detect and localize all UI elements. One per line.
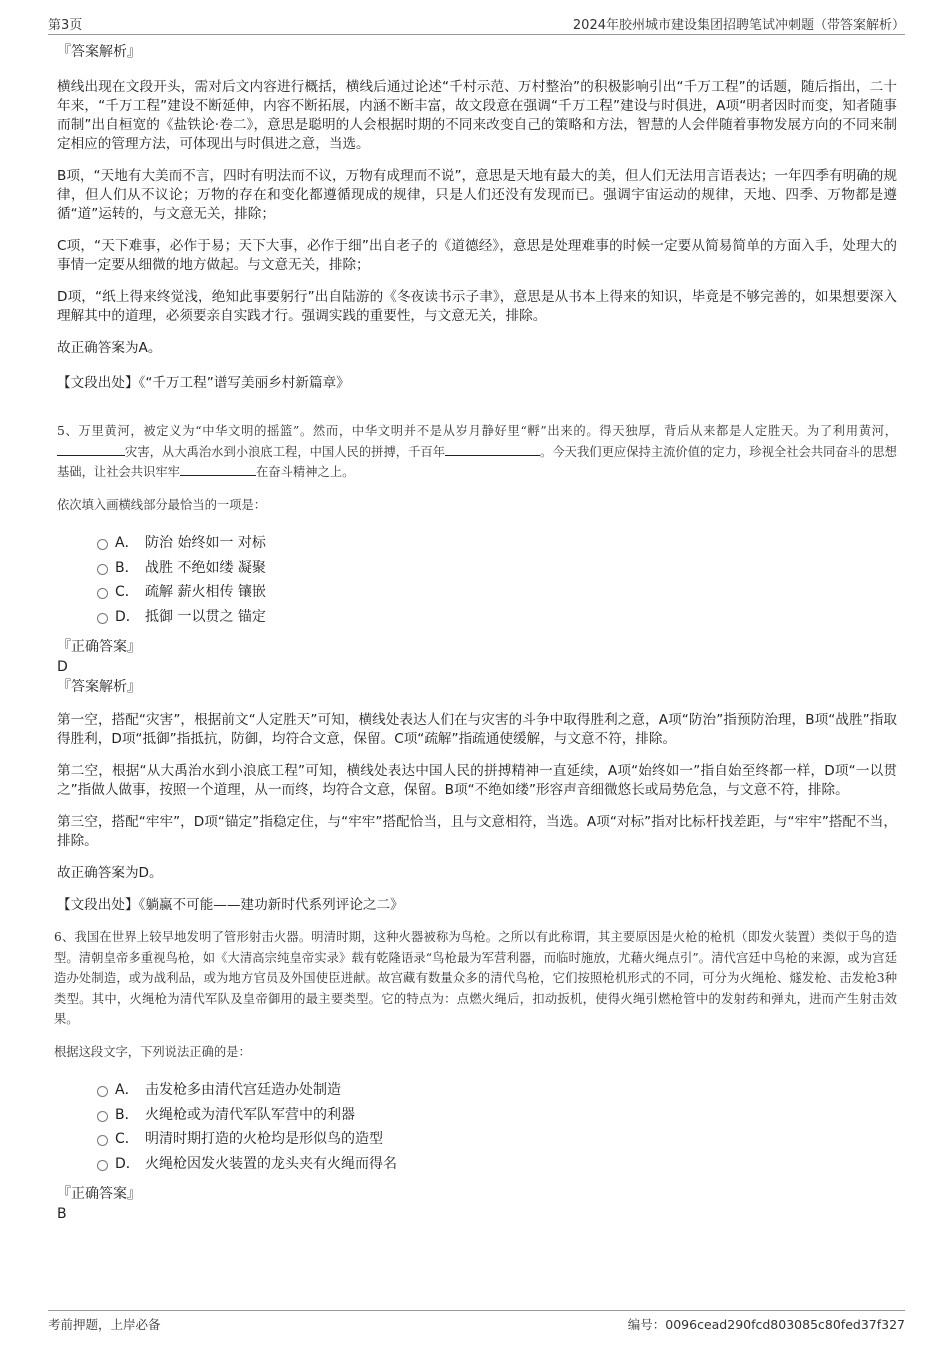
q6-option-d[interactable]: D． 火绳枪因发火装置的龙头夹有火绳而得名 (57, 1152, 897, 1177)
radio-icon[interactable] (97, 1135, 108, 1146)
q6-prompt: 根据这段文字，下列说法正确的是： (54, 1044, 251, 1059)
footer-slogan: 考前押题，上岸必备 (48, 1317, 161, 1332)
radio-icon[interactable] (97, 564, 108, 575)
q6-options (57, 1078, 897, 1176)
q4-analysis-para: D项，“纸上得来终觉浅，绝知此事要躬行”出自陆游的《冬夜读书示子聿》，意思是从书本上得来的知识，毕竟是不够完善的，如果想要深入理解其中的道理，必须要亲自实践才行。强调实践的重要性，与文意无关，排除。 (57, 289, 897, 324)
q5-answer-conclusion: 故正确答案为D。 (57, 865, 163, 881)
q5-option-a[interactable]: A． 防治 始终如一 对标 (57, 531, 897, 556)
radio-icon[interactable] (97, 1111, 108, 1122)
question-6 (54, 927, 897, 1224)
q5-option-b[interactable]: B． 战胜 不绝如缕 凝聚 (57, 556, 897, 581)
q6-option-c[interactable]: C． 明清时期打造的火枪均是形似鸟的造型 (57, 1127, 897, 1152)
q5-blank-1 (57, 454, 125, 456)
q5-option-d[interactable]: D． 抵御 一以贯之 锚定 (57, 605, 897, 630)
q6-option-a[interactable]: A． 击发枪多由清代宫廷造办处制造 (57, 1078, 897, 1103)
q6-answer: B (57, 1206, 67, 1222)
q5-analysis-label: 『答案解析』 (57, 679, 141, 695)
q4-source: 【文段出处】《“千万工程”谱写美丽乡村新篇章》 (57, 375, 350, 391)
q5-analysis-para: 第一空，搭配“灾害”，根据前文“人定胜天”可知，横线处表达人们在与灾害的斗争中取得胜利之意，A项“防治”指预防治理，B项“战胜”指取得胜利，D项“抵御”指抵抗，防御，均符合文意，保留。C项“疏解”指疏通使缓解，与文意不符，排除。 (57, 712, 897, 747)
radio-icon[interactable] (97, 539, 108, 550)
q5-blank-3 (180, 474, 256, 476)
q5-source: 【文段出处】《躺赢不可能——建功新时代系列评论之二》 (57, 897, 404, 913)
question-5 (57, 421, 897, 915)
q4-answer-conclusion: 故正确答案为A。 (57, 340, 162, 356)
q5-options (57, 531, 897, 629)
radio-icon[interactable] (97, 1086, 108, 1097)
page-number: 第3页 (48, 18, 83, 33)
radio-icon[interactable] (97, 613, 108, 624)
page-header (48, 12, 905, 35)
page-content (54, 42, 897, 1224)
q5-analysis-para: 第二空，根据“从大禹治水到小浪底工程”可知，横线处表达中国人民的拼搏精神一直延续，A项“始终如一”指自始至终都一样，D项“一以贯之”指做人做事，按照一个道理，从一而终，均符合文意，保留。B项“不绝如缕”形容声音细微悠长或局势危急，与文意不符，排除。 (57, 763, 897, 798)
q6-answer-label: 『正确答案』 (57, 1186, 141, 1202)
q4-analysis (57, 42, 897, 393)
document-title: 2024年胶州城市建设集团招聘笔试冲刺题（带答案解析） (572, 18, 905, 33)
page-footer (48, 1310, 905, 1331)
radio-icon[interactable] (97, 1160, 108, 1171)
q4-analysis-label: 『答案解析』 (57, 44, 141, 60)
q5-answer: D (57, 659, 68, 675)
q5-analysis-para: 第三空，搭配“牢牢”，D项“锚定”指稳定住，与“牢牢”搭配恰当，且与文意相符，当选。A项“对标”指对比标杆找差距，与“牢牢”搭配不当，排除。 (57, 814, 897, 849)
q6-stem: 6、我国在世界上较早地发明了管形射击火器。明清时期，这种火器被称为鸟枪。之所以有此称谓，其主要原因是火枪的枪机（即发火装置）类似于鸟的造型。清朝皇帝多重视鸟枪，如《大清高宗纯皇帝实录》载有乾隆语录“鸟枪最为军营利器，而临时施放，尤藉火绳点引”。清代宫廷中鸟枪的来源，或为宫廷造办处制造，或为战利品，或为地方官员及外国使臣进献。故宫藏有数量众多的清代鸟枪，它们按照枪机形式的不同，可分为火绳枪、燧发枪、击发枪3种类型。其中，火绳枪为清代军队及皇帝御用的最主要类型。它的特点为：点燃火绳后，扣动扳机，使得火绳引燃枪管中的发射药和弹丸，进而产生射击效果。 (54, 930, 897, 1026)
q5-blank-2 (445, 454, 540, 456)
q4-analysis-para: B项，“天地有大美而不言，四时有明法而不议，万物有成理而不说”，意思是天地有最大的美，但人们无法用言语表达；一年四季有明确的规律，但人们从不议论；万物的存在和变化都遵循现成的规律，只是人们还没有发现而已。强调宇宙运动的规律，天地、四季、万物都是遵循“道”运转的，与文意无关，排除； (57, 168, 897, 222)
q5-option-c[interactable]: C． 疏解 薪火相传 镶嵌 (57, 580, 897, 605)
q5-stem: 5、万里黄河，被定义为“中华文明的摇篮”。然而，中华文明并不是从岁月静好里“孵”出来的。得天独厚，背后从来都是人定胜天。为了利用黄河，灾害，从大禹治水到小浪底工程，中国人民的拼搏，千百年 。今天我们更应保持主流价值的定力，珍视全社会共同奋斗的思想基础，让社会共识牢牢 在奋斗精神之上。 (57, 424, 897, 479)
document-code: 编号：0096cead290fcd803085c80fed37f327 (627, 1317, 905, 1332)
q5-answer-label: 『正确答案』 (57, 639, 141, 655)
q4-analysis-para: 横线出现在文段开头，需对后文内容进行概括，横线后通过论述“千村示范、万村整治”的积极影响引出“千万工程”的话题，随后指出，二十年来，“千万工程”建设不断延伸，内容不断拓展，内涵不断丰富，故文段意在强调“千万工程”建设与时俱进，A项“明者因时而变，知者随事而制”出自桓宽的《盐铁论·卷二》，意思是聪明的人会根据时期的不同来改变自己的策略和方法，智慧的人会伴随着事物发展方向的不同来制定相应的管理方法，可体现出与时俱进之意，当选。 (57, 79, 897, 152)
q4-analysis-para: C项，“天下难事，必作于易；天下大事，必作于细”出自老子的《道德经》，意思是处理难事的时候一定要从简易简单的方面入手，处理大的事情一定要从细微的地方做起。与文意无关，排除； (57, 238, 897, 273)
q5-prompt: 依次填入画横线部分最恰当的一项是： (57, 497, 267, 512)
q6-option-b[interactable]: B． 火绳枪或为清代军队军营中的利器 (57, 1103, 897, 1128)
radio-icon[interactable] (97, 588, 108, 599)
